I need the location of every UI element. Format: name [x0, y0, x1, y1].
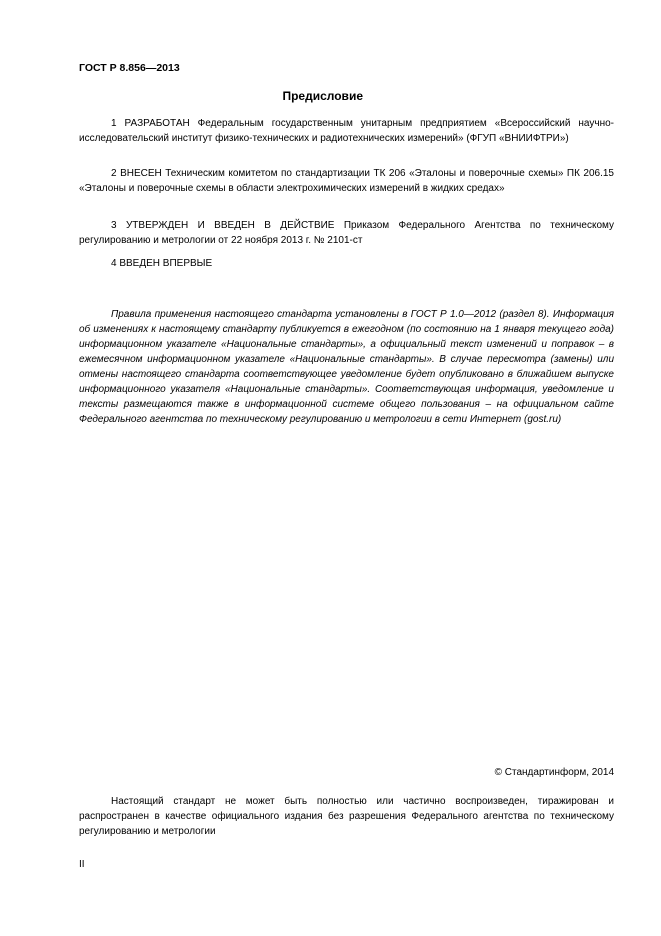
page-number: II — [79, 859, 85, 870]
paragraph-developed-by: 1 РАЗРАБОТАН Федеральным государственным унитарным предприятием «Всероссийский научно-исследовательский институт физико-технических и радиотехнических измерений» (ФГУП «ВНИИФТРИ») — [79, 118, 614, 144]
paragraph-submitted-by: 2 ВНЕСЕН Техническим комитетом по стандартизации ТК 206 «Эталоны и поверочные схемы» ПК 206.15 «Эталоны и поверочные схемы в области электрохимических измерений в жидких средах» — [79, 168, 614, 194]
rights-paragraph: Настоящий стандарт не может быть полностью или частично воспроизведен, тиражирован и распространен в качестве официального издания без разрешения Федерального агентства по техническому регулированию и метрологии — [79, 796, 614, 837]
page-title: Предисловие — [282, 89, 363, 103]
paragraph-first-introduced: 4 ВВЕДЕН ВПЕРВЫЕ — [111, 258, 213, 269]
standard-code-header: ГОСТ Р 8.856—2013 — [79, 62, 180, 74]
paragraph-approved: 3 УТВЕРЖДЕН И ВВЕДЕН В ДЕЙСТВИЕ Приказом Федерального Агентства по техническому регулированию и метрологии от 22 ноября 2013 г. № 2101-ст — [79, 220, 614, 246]
notice-paragraph: Правила применения настоящего стандарта установлены в ГОСТ Р 1.0—2012 (раздел 8). Информация об изменениях к настоящему стандарту публикуется в ежегодном (по состоянию на 1 января текущего года) информационном указателе «Национальные стандарты», а официальный текст изменений и поправок – в ежемесячном информационном указателе «Национальные стандарты». В случае пересмотра (замены) или отмены настоящего стандарта соответствующее уведомление будет опубликовано в ближайшем выпуске информационного указателя «Национальные стандарты». Соответствующая информация, уведомление и тексты размещаются также в информационной системе общего пользования – на официальном сайте Федерального агентства по техническому регулированию и метрологии в сети Интернет (gost.ru) — [79, 309, 614, 425]
copyright-line: © Стандартинформ, 2014 — [494, 767, 614, 778]
